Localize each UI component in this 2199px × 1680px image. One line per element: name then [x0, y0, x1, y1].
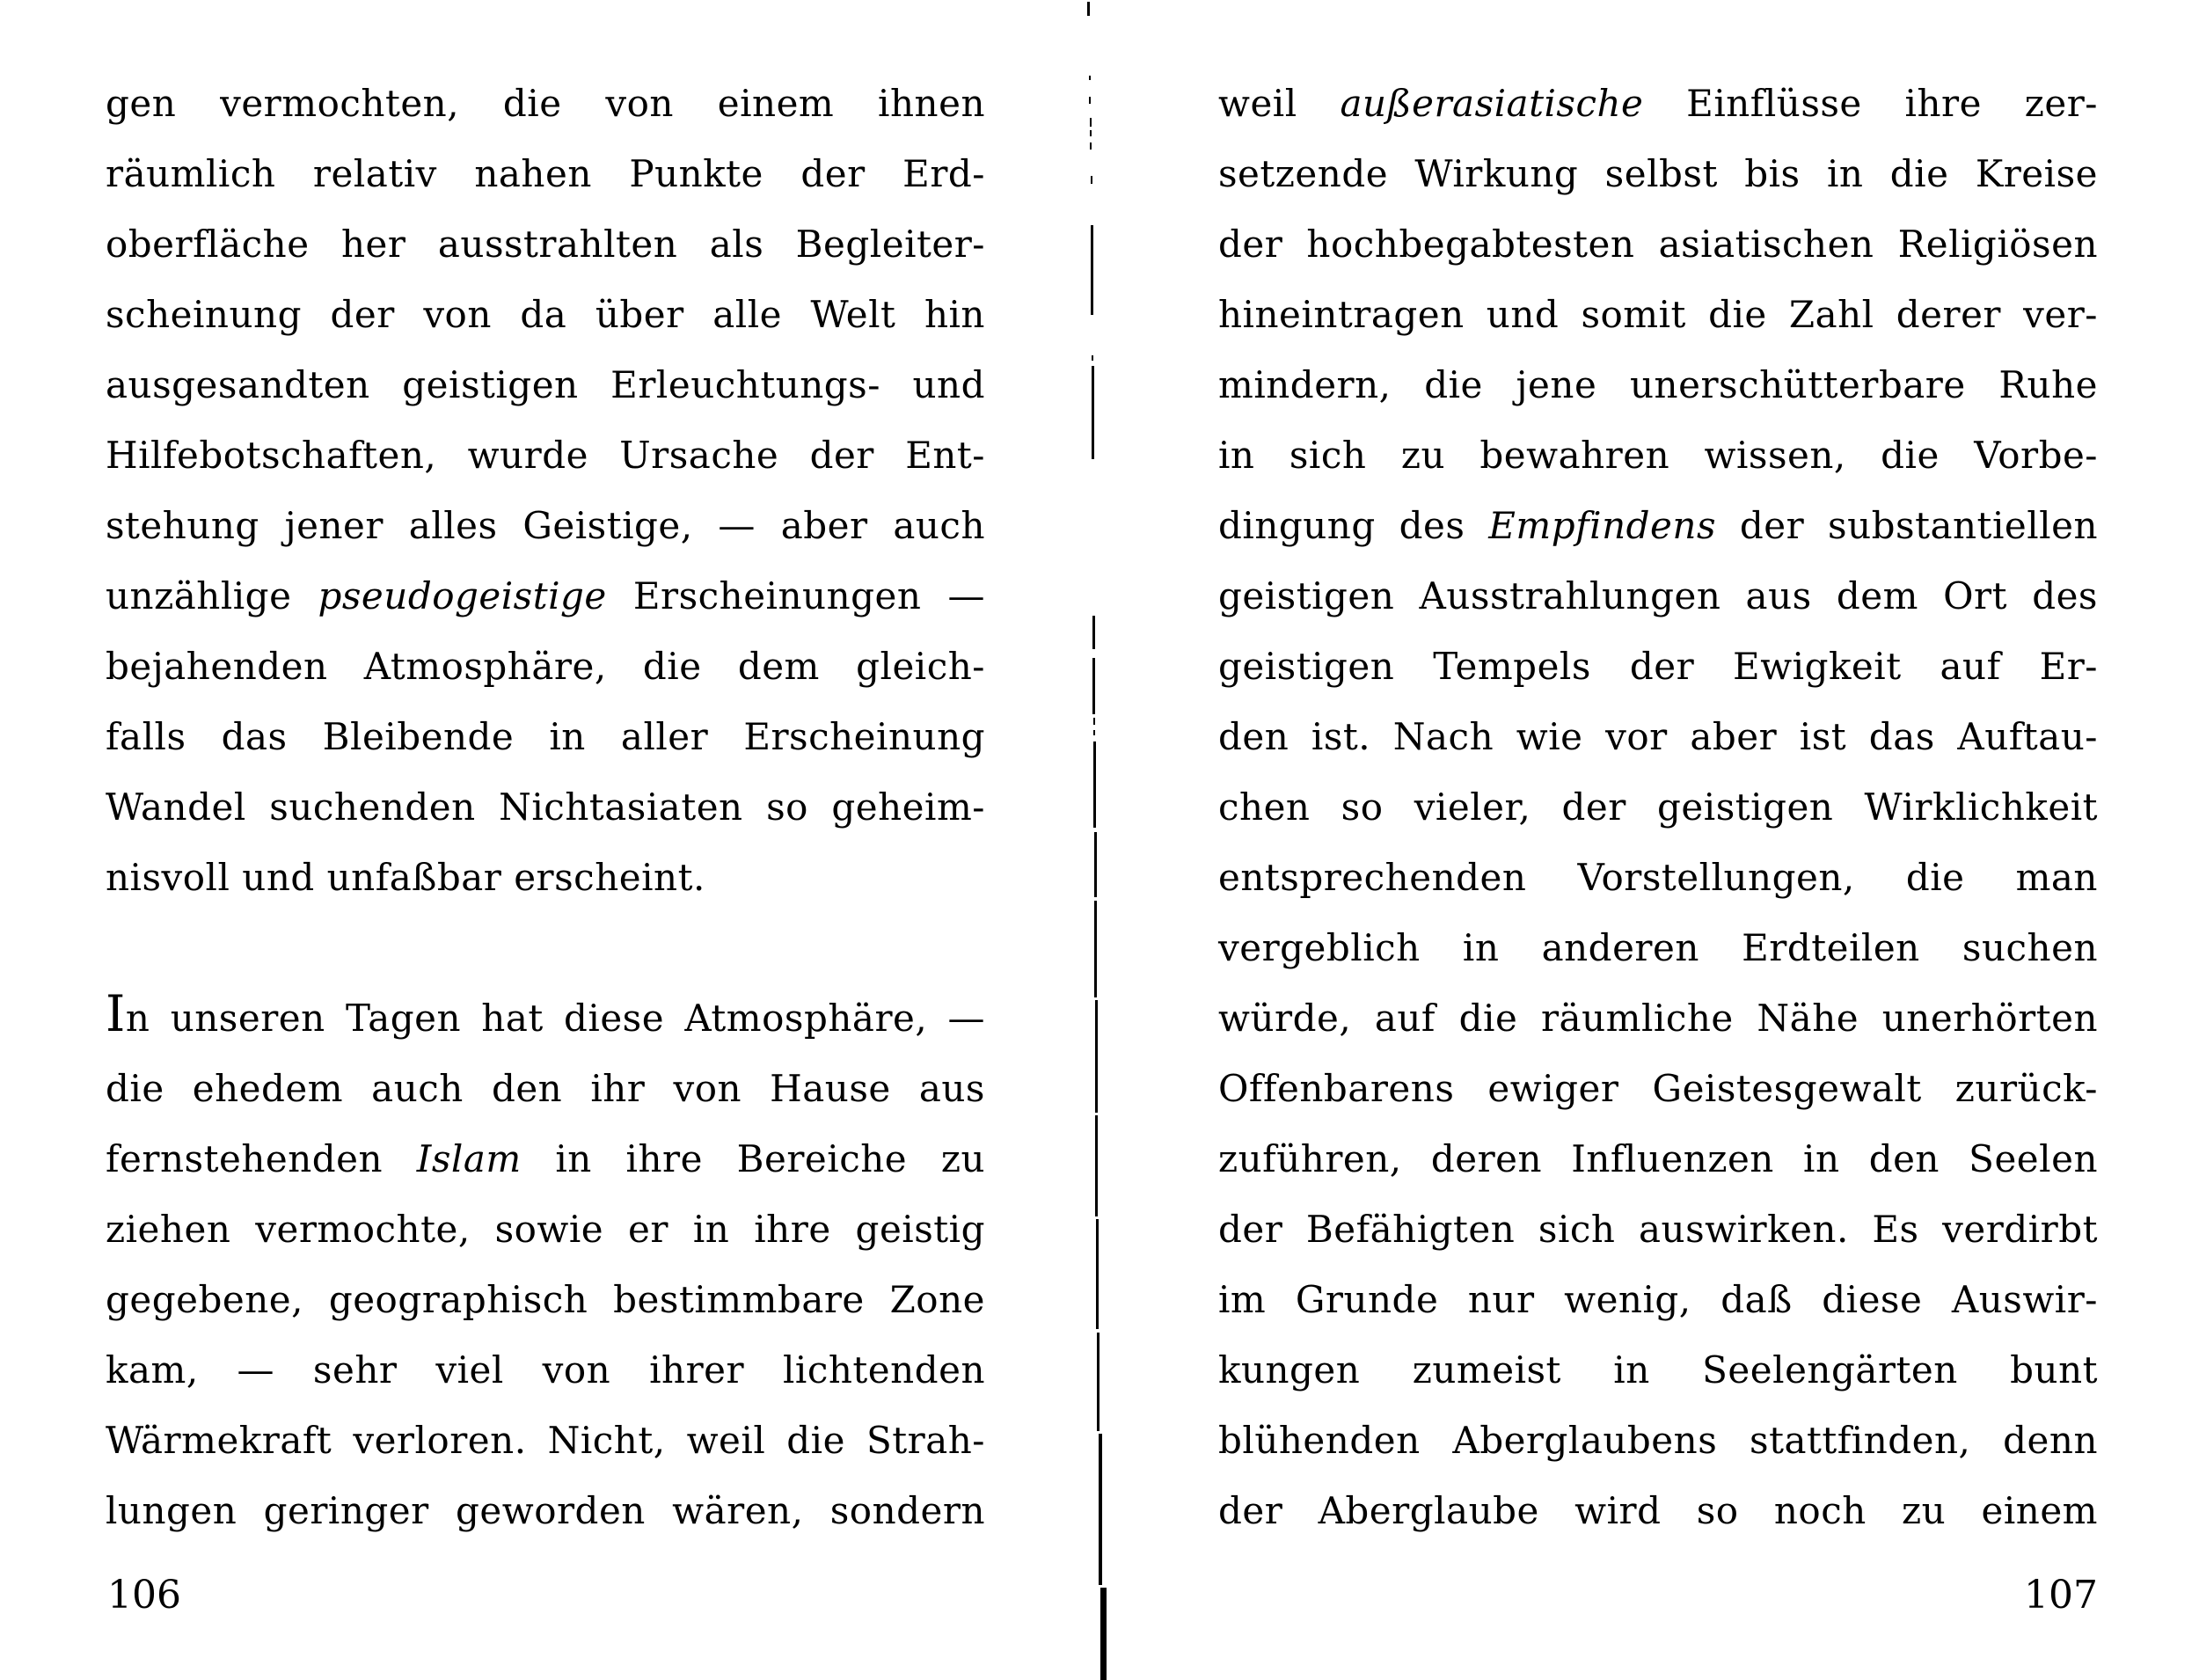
text-segment: mindern, die jene unerschütterbare Ruhe [1218, 363, 2098, 406]
text-segment: ziehen vermochte, sowie er in ihre geistig [106, 1208, 985, 1251]
text-segment: setzende Wirkung selbst bis in die Kreise [1218, 152, 2098, 195]
text-line [1218, 1054, 2098, 1124]
text-segment: oberfläche her ausstrahlten als Begleiter- [106, 223, 985, 266]
emphasized-word: pseudogeistige [318, 574, 607, 617]
text-segment: in sich zu bewahren wissen, die Vorbe- [1218, 434, 2098, 477]
text-line [1218, 1476, 2098, 1546]
gutter-fold-line-segment [1089, 76, 1091, 80]
text-segment: stehung jener alles Geistige, — aber auch [106, 504, 985, 547]
gutter-fold-line-segment [1093, 741, 1096, 828]
text-line [1218, 772, 2098, 843]
text-line [1218, 702, 2098, 772]
paragraph [106, 983, 985, 1546]
text-segment: falls das Bleibende in aller Erscheinung [106, 715, 985, 758]
gutter-fold-line-segment [1097, 1333, 1100, 1431]
text-line [1218, 1124, 2098, 1194]
text-line [106, 280, 985, 350]
text-segment: ausgesandten geistigen Erleuchtungs- und [106, 363, 985, 406]
text-segment: zuführen, deren Influenzen in den Seelen [1218, 1137, 2098, 1180]
text-line [106, 1124, 985, 1194]
text-segment: dingung des [1218, 504, 1489, 547]
gutter-fold-line-segment [1093, 730, 1095, 735]
gutter-fold-line-segment [1095, 1000, 1098, 1113]
text-segment: kam, — sehr viel von ihrer lichtenden [106, 1348, 985, 1391]
text-segment: gen vermochten, die von einem ihnen [106, 82, 985, 125]
text-segment: räumlich relativ nahen Punkte der Erd- [106, 152, 985, 195]
text-segment: kungen zumeist in Seelengärten bunt [1218, 1348, 2098, 1391]
gutter-fold-line-segment [1087, 2, 1090, 16]
text-line [106, 69, 985, 139]
text-segment: die ehedem auch den ihr von Hause aus [106, 1067, 985, 1110]
text-line [106, 1194, 985, 1265]
text-segment: in ihre Bereiche zu [521, 1137, 985, 1180]
gutter-fold-line-segment [1090, 118, 1092, 127]
gutter-fold-line-segment [1093, 718, 1095, 725]
text-line [106, 491, 985, 561]
text-line [106, 139, 985, 209]
text-segment: Hilfebotschaften, wurde Ursache der Ent- [106, 434, 985, 477]
text-line [106, 983, 985, 1054]
emphasized-word: Islam [416, 1137, 522, 1180]
text-line [106, 1265, 985, 1335]
text-segment: n unseren Tagen hat diese Atmosphäre, — [125, 997, 985, 1040]
text-line [1218, 632, 2098, 702]
gutter-fold-line-segment [1096, 1219, 1099, 1329]
emphasized-word: Empfindens [1488, 504, 1717, 547]
text-line [1218, 209, 2098, 280]
text-segment: der hochbegabtesten asiatischen Religiösen [1218, 223, 2098, 266]
text-segment: Wärmekraft verloren. Nicht, weil die Strah- [106, 1419, 985, 1462]
text-segment: im Grunde nur wenig, daß diese Auswir- [1218, 1278, 2098, 1321]
gutter-fold-line-segment [1092, 658, 1095, 714]
text-segment: geistigen Ausstrahlungen aus dem Ort des [1218, 574, 2098, 617]
left-page [106, 69, 985, 1643]
text-line [106, 420, 985, 491]
text-segment: der Aberglaube wird so noch zu einem [1218, 1489, 2098, 1532]
text-line [106, 772, 985, 843]
text-line [1218, 350, 2098, 420]
text-line [106, 1054, 985, 1124]
text-segment: geistigen Tempels der Ewigkeit auf Er- [1218, 645, 2098, 688]
text-line [106, 1335, 985, 1406]
text-line [106, 632, 985, 702]
gutter-fold-line-segment [1092, 366, 1094, 459]
gutter-fold-line-segment [1090, 130, 1092, 136]
text-line [1218, 1265, 2098, 1335]
text-line [1218, 139, 2098, 209]
gutter-fold-line-segment [1091, 225, 1093, 315]
gutter-fold-line-segment [1092, 355, 1093, 361]
text-segment: entsprechenden Vorstellungen, die man [1218, 856, 2098, 899]
gutter-fold-line-segment [1100, 1588, 1107, 1680]
text-segment: würde, auf die räumliche Nähe unerhörten [1218, 997, 2098, 1040]
emphasized-word: außerasiatische [1340, 82, 1644, 125]
text-line [106, 843, 985, 913]
right-page [1218, 69, 2098, 1643]
text-segment: Wandel suchenden Nichtasiaten so geheim- [106, 785, 985, 829]
gutter-fold-line-segment [1094, 832, 1097, 897]
text-line [106, 1476, 985, 1546]
text-segment: Offenbarens ewiger Geistesgewalt zurück- [1218, 1067, 2098, 1110]
text-line [106, 1406, 985, 1476]
text-segment: nisvoll und unfaßbar erscheint. [106, 856, 705, 899]
right-page-text [1218, 69, 2098, 1546]
text-line [1218, 913, 2098, 983]
text-segment: hineintragen und somit die Zahl derer ver- [1218, 293, 2098, 336]
text-segment: gegebene, geographisch bestimmbare Zone [106, 1278, 985, 1321]
gutter-fold-line-segment [1090, 142, 1092, 150]
text-segment: der Befähigten sich auswirken. Es verdirbt [1218, 1208, 2098, 1251]
text-line [106, 350, 985, 420]
text-line [1218, 1406, 2098, 1476]
text-line [106, 561, 985, 632]
gutter-fold-line-segment [1099, 1434, 1102, 1585]
text-segment: fernstehenden [106, 1137, 417, 1180]
page-number-right: 107 [2024, 1573, 2098, 1618]
gutter-fold-line-segment [1092, 616, 1095, 649]
paragraph-initial: I [106, 985, 126, 1043]
text-segment: der substantiellen [1716, 504, 2098, 547]
gutter-fold-line-segment [1094, 901, 1097, 997]
text-segment: chen so vieler, der geistigen Wirklichkeit [1218, 785, 2098, 829]
gutter-fold-line-segment [1091, 176, 1092, 184]
text-line [1218, 1194, 2098, 1265]
text-segment: bejahenden Atmosphäre, die dem gleich- [106, 645, 985, 688]
gutter-fold-line-segment [1089, 97, 1091, 104]
text-line [1218, 420, 2098, 491]
paragraph [106, 69, 985, 913]
gutter-fold-line-segment [1095, 1115, 1098, 1216]
paragraph-gap [106, 913, 985, 983]
text-segment: weil [1218, 82, 1341, 125]
page-number-left: 106 [107, 1573, 181, 1618]
text-line [1218, 1335, 2098, 1406]
text-segment: Erscheinungen — [606, 574, 985, 617]
text-line [1218, 69, 2098, 139]
text-segment: vergeblich in anderen Erdteilen suchen [1218, 926, 2098, 969]
text-line [1218, 491, 2098, 561]
left-page-text [106, 69, 985, 1546]
text-segment: scheinung der von da über alle Welt hin [106, 293, 985, 336]
text-line [1218, 983, 2098, 1054]
text-line [1218, 843, 2098, 913]
text-segment: unzählige [106, 574, 318, 617]
text-line [1218, 280, 2098, 350]
text-segment: den ist. Nach wie vor aber ist das Auftau- [1218, 715, 2098, 758]
text-segment: lungen geringer geworden wären, sondern [106, 1489, 985, 1532]
text-line [1218, 561, 2098, 632]
text-segment: Einflüsse ihre zer- [1643, 82, 2098, 125]
text-line [106, 702, 985, 772]
text-line [106, 209, 985, 280]
paragraph [1218, 69, 2098, 1546]
text-segment: blühenden Aberglaubens stattfinden, denn [1218, 1419, 2098, 1462]
